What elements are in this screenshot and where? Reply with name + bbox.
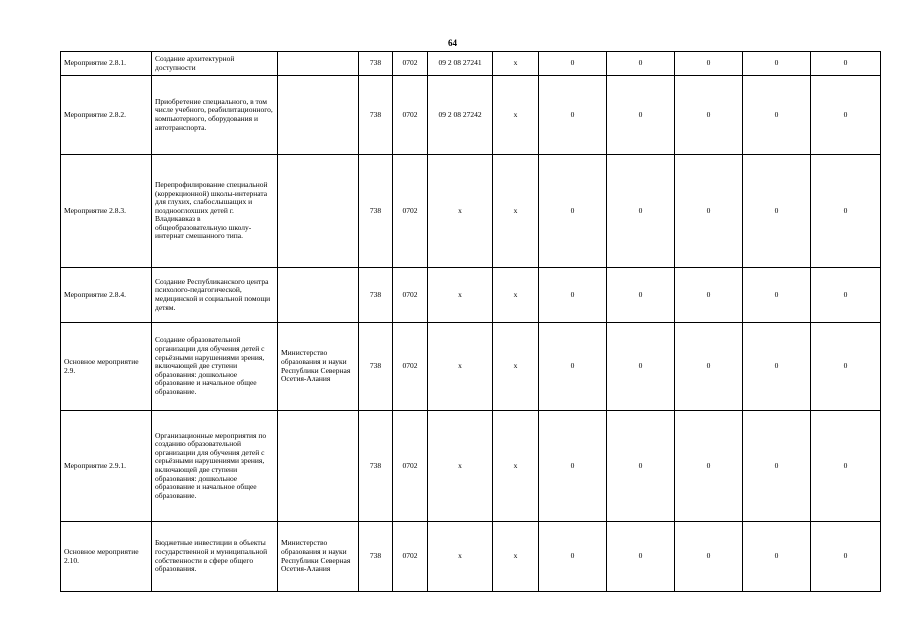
row-value: 0 (539, 52, 607, 76)
row-csr: x (428, 522, 493, 592)
row-value: 0 (539, 522, 607, 592)
row-description: Создание Республиканского центра психолого-педагогической, медицинской и социальной помощи детям. (152, 268, 278, 323)
row-value: 0 (811, 522, 881, 592)
table-row (61, 522, 881, 592)
row-value: 0 (675, 522, 743, 592)
row-vr: x (493, 76, 539, 155)
row-value: 0 (811, 323, 881, 411)
row-name: Мероприятие 2.9.1. (61, 411, 152, 522)
row-name: Основное мероприятие 2.10. (61, 522, 152, 592)
table-row (61, 268, 881, 323)
row-value: 0 (675, 76, 743, 155)
row-description: Перепрофилирование специальной (коррекционной) школы-интерната для глухих, слабослышащих и позднооглохших детей г. Владикавказ в общеобразовательную школу-интернат смешанного типа. (152, 155, 278, 268)
row-value: 0 (743, 155, 811, 268)
row-value: 0 (743, 522, 811, 592)
row-value: 0 (539, 323, 607, 411)
row-name: Мероприятие 2.8.2. (61, 76, 152, 155)
row-description: Создание архитектурной доступности (152, 52, 278, 76)
row-grbs: 738 (359, 52, 393, 76)
table-row (61, 411, 881, 522)
row-grbs: 738 (359, 76, 393, 155)
row-value: 0 (607, 52, 675, 76)
row-value: 0 (675, 155, 743, 268)
table-row (61, 76, 881, 155)
row-grbs: 738 (359, 155, 393, 268)
table-row (61, 155, 881, 268)
row-executor (278, 268, 359, 323)
row-description: Бюджетные инвестиции в объекты государственной и муниципальной собственности в сфере общего образования. (152, 522, 278, 592)
row-description: Организационные мероприятия по созданию образовательной организации для обучения детей с серьёзными нарушениями зрения, включающей две ступени образования: дошкольное образование и начальное общее образование. (152, 411, 278, 522)
row-executor: Министерство образования и науки Республики Северная Осетия-Алания (278, 522, 359, 592)
table-row (61, 52, 881, 76)
row-csr: x (428, 411, 493, 522)
row-executor (278, 52, 359, 76)
row-value: 0 (675, 268, 743, 323)
row-rzpr: 0702 (393, 268, 428, 323)
row-name: Мероприятие 2.8.1. (61, 52, 152, 76)
row-description: Создание образовательной организации для обучения детей с серьёзными нарушениями зрения, включающей две ступени образования: дошкольное образование и начальное общее образование. (152, 323, 278, 411)
row-value: 0 (607, 522, 675, 592)
row-rzpr: 0702 (393, 323, 428, 411)
row-executor (278, 411, 359, 522)
row-value: 0 (743, 411, 811, 522)
row-name: Мероприятие 2.8.4. (61, 268, 152, 323)
row-vr: x (493, 155, 539, 268)
row-value: 0 (539, 411, 607, 522)
row-value: 0 (675, 411, 743, 522)
row-vr: x (493, 522, 539, 592)
row-executor (278, 155, 359, 268)
row-executor: Министерство образования и науки Республики Северная Осетия-Алания (278, 323, 359, 411)
row-rzpr: 0702 (393, 411, 428, 522)
row-value: 0 (607, 323, 675, 411)
row-grbs: 738 (359, 411, 393, 522)
row-vr: x (493, 323, 539, 411)
row-executor (278, 76, 359, 155)
row-description: Приобретение специального, в том числе учебного, реабилитационного, компьютерного, оборудования и автотранспорта. (152, 76, 278, 155)
row-value: 0 (811, 76, 881, 155)
row-csr: 09 2 08 27242 (428, 76, 493, 155)
table-row (61, 323, 881, 411)
row-value: 0 (811, 268, 881, 323)
row-csr: x (428, 268, 493, 323)
row-vr: x (493, 411, 539, 522)
row-rzpr: 0702 (393, 155, 428, 268)
row-value: 0 (607, 76, 675, 155)
row-rzpr: 0702 (393, 52, 428, 76)
page-number: 64 (448, 38, 457, 48)
row-value: 0 (607, 155, 675, 268)
row-value: 0 (743, 76, 811, 155)
row-grbs: 738 (359, 522, 393, 592)
row-value: 0 (811, 52, 881, 76)
row-csr: x (428, 323, 493, 411)
row-value: 0 (743, 323, 811, 411)
row-csr: 09 2 08 27241 (428, 52, 493, 76)
row-value: 0 (675, 52, 743, 76)
row-vr: x (493, 52, 539, 76)
row-value: 0 (811, 155, 881, 268)
row-value: 0 (607, 411, 675, 522)
budget-table (60, 51, 881, 592)
row-name: Мероприятие 2.8.3. (61, 155, 152, 268)
row-vr: x (493, 268, 539, 323)
row-value: 0 (743, 52, 811, 76)
row-name: Основное мероприятие 2.9. (61, 323, 152, 411)
row-rzpr: 0702 (393, 522, 428, 592)
row-grbs: 738 (359, 323, 393, 411)
row-grbs: 738 (359, 268, 393, 323)
row-value: 0 (811, 411, 881, 522)
row-value: 0 (675, 323, 743, 411)
row-csr: x (428, 155, 493, 268)
row-value: 0 (539, 76, 607, 155)
row-value: 0 (539, 155, 607, 268)
row-value: 0 (743, 268, 811, 323)
row-value: 0 (539, 268, 607, 323)
row-rzpr: 0702 (393, 76, 428, 155)
row-value: 0 (607, 268, 675, 323)
